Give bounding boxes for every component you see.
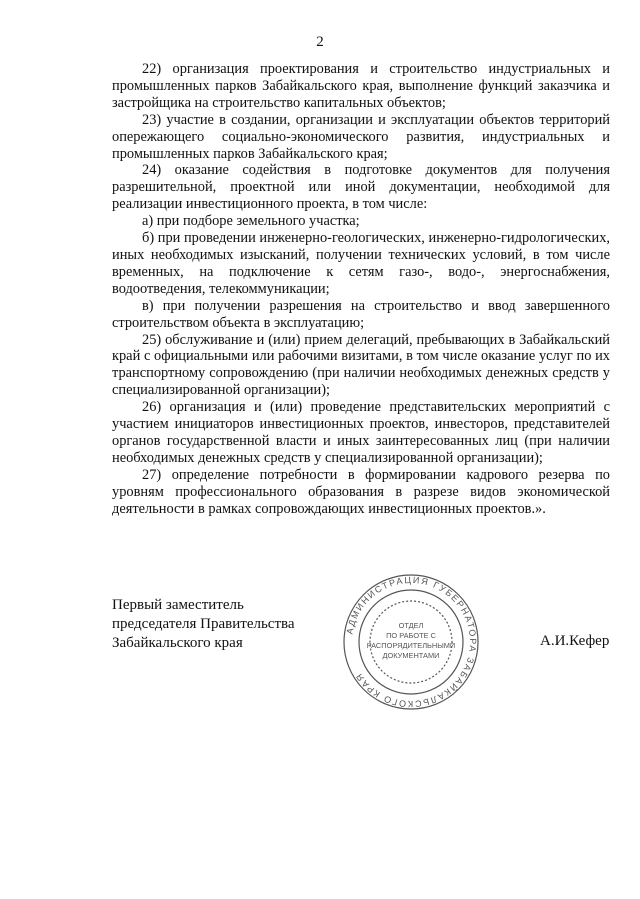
stamp-inner-line: ПО РАБОТЕ С (386, 631, 436, 640)
list-item: а) при подборе земельного участка; (142, 213, 360, 230)
signatory-position (112, 596, 295, 653)
signatory-name: А.И.Кефер (540, 633, 610, 649)
signatory-position-line: председателя Правительства (112, 616, 295, 632)
stamp-outer-textpath: АДМИНИСТРАЦИЯ ГУБЕРНАТОРА ЗАБАЙКАЛЬСКОГО КРАЯ (344, 574, 479, 710)
list-item: 26) организация и (или) проведение представительских мероприятий с участием инициаторов инвестиционных проектов, инвесторов, представителей органов государственной власти и иных заинтересованных лиц (при наличии необходимых денежных средств у специализированной организации); (112, 399, 610, 466)
signatory-position-line: Забайкальского края (112, 635, 243, 651)
list-item: б) при проведении инженерно-геологических, инженерно-гидрологических, иных необходимых изысканий, получении технических условий, в том числе временных, на подключение к сетям газо-, водо-, энергоснабжения, водоотведения, телекоммуникации; (112, 230, 610, 297)
signatory-position-line: Первый заместитель (112, 597, 244, 613)
list-item: в) при получении разрешения на строительство и ввод завершенного строительством объекта в эксплуатацию; (112, 297, 610, 331)
official-stamp (341, 572, 481, 712)
list-item: 27) определение потребности в формировании кадрового резерва по уровням профессионального образования в разрезе видов экономической деятельности в рамках сопровождающих инвестиционных проектов.». (112, 466, 610, 517)
list-item: 25) обслуживание и (или) прием делегаций, пребывающих в Забайкальский край с официальными или рабочими визитами, в том числе оказание услуг по их транспортному сопровождению (при наличии необходимых денежных средств у специализированной организации); (112, 331, 610, 399)
page-number: 2 (316, 34, 324, 50)
stamp-inner-line: ОТДЕЛ (398, 621, 424, 630)
stamp-inner-line: РАСПОРЯДИТЕЛЬНЫМИ (366, 641, 456, 650)
list-item: 22) организация проектирования и строительство индустриальных и промышленных парков Забайкальского края, выполнение функций заказчика и застройщика на строительство капитальных объектов; (112, 61, 610, 111)
list-item: 24) оказание содействия в подготовке документов для получения разрешительной, проектной или иной документации, необходимой для реализации инвестиционного проекта, в том числе: (112, 162, 610, 213)
list-item: 23) участие в создании, организации и эксплуатации объектов территорий опережающего социально-экономического развития, индустриальных и промышленных парков Забайкальского края; (112, 111, 610, 162)
document-body (112, 61, 610, 517)
stamp-inner-line: ДОКУМЕНТАМИ (382, 651, 440, 660)
